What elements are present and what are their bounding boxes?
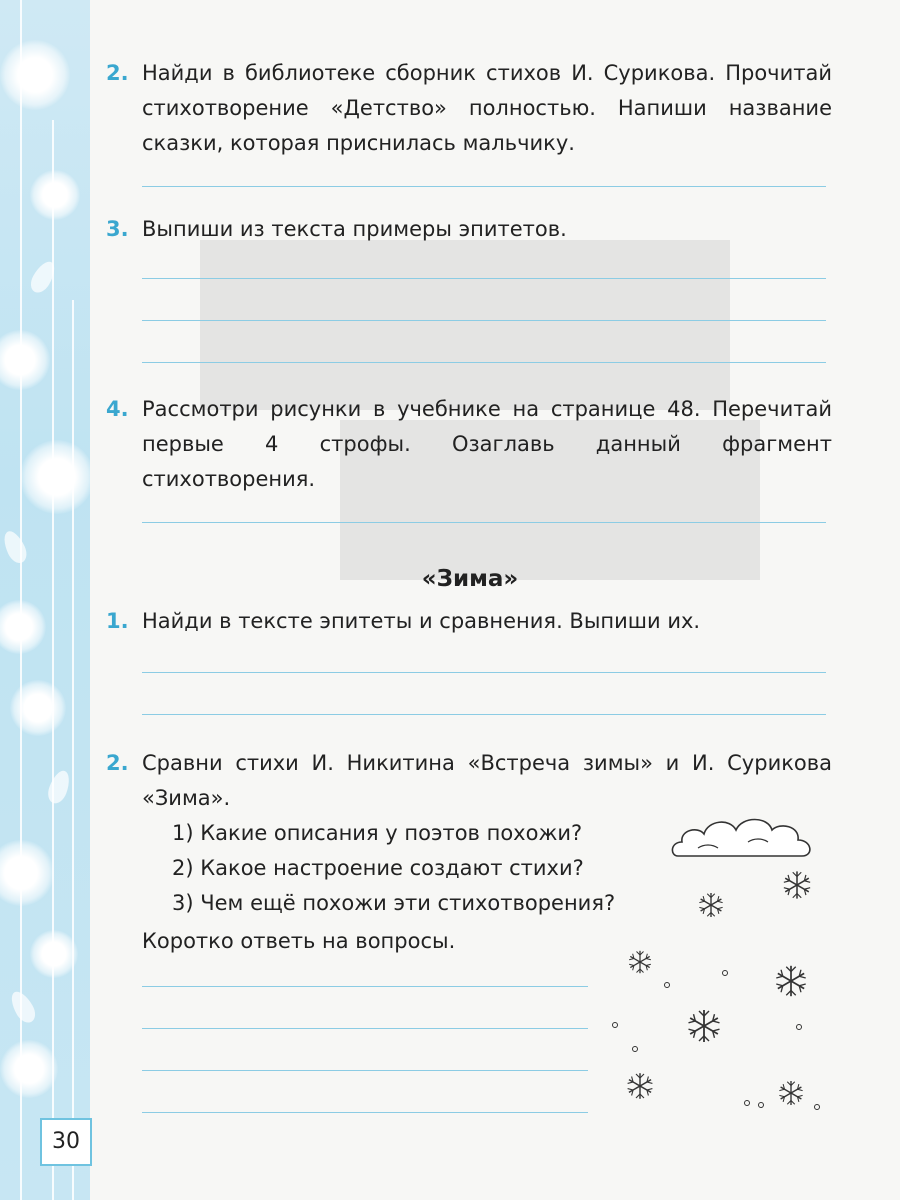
flower-icon [0,1040,58,1098]
flower-icon [0,840,54,906]
answer-line[interactable] [142,362,826,363]
flower-icon [30,170,80,220]
question-item: 2) Какое настроение создают стихи? [172,856,584,880]
snowflake-icon [772,962,810,1000]
task-number: 4. [106,397,129,421]
page-number: 30 [40,1118,92,1166]
flower-icon [10,680,66,736]
decorative-sidebar [0,0,90,1200]
answer-line[interactable] [142,672,826,673]
snowflake-icon [624,1070,656,1102]
cloud-icon [668,808,818,868]
task-text: Найди в библиотеке сборник стихов И. Сурикова. Прочитай стихотворение «Детство» полностью. Напиши название сказки, которая приснилась мальчику. [142,61,832,155]
task-text: Выпиши из текста примеры эпитетов. [142,217,567,241]
answer-line[interactable] [142,714,826,715]
snowflake-icon [684,1006,724,1046]
snow-dot [722,970,728,976]
snowflake-icon [626,948,654,976]
answer-line[interactable] [142,278,826,279]
snow-dot [632,1046,638,1052]
task-number: 1. [106,609,129,633]
section-title: «Зима» [421,566,519,592]
task-number: 3. [106,217,129,241]
snowflake-icon [776,1078,806,1108]
snow-dot [664,982,670,988]
snow-dot [744,1100,750,1106]
snow-dot [612,1022,618,1028]
question-item: 3) Чем ещё похожи эти стихотворения? [172,891,616,915]
question-item: 1) Какие описания у поэтов похожи? [172,821,583,845]
flower-icon [0,40,70,110]
answer-line[interactable] [142,986,588,987]
task-text: Сравни стихи И. Никитина «Встреча зимы» и И. Сурикова «Зима». [142,751,832,810]
answer-line[interactable] [142,1112,588,1113]
task-number: 2. [106,751,129,775]
task-text: Рассмотри рисунки в учебнике на странице 48. Перечитай первые 4 строфы. Озаглавь данный фрагмент стихотворения. [142,397,832,491]
answer-line[interactable] [142,186,826,187]
answer-line[interactable] [142,320,826,321]
answer-line[interactable] [142,1070,588,1071]
snow-dot [758,1102,764,1108]
snowflake-icon [780,868,814,902]
task-text: Найди в тексте эпитеты и сравнения. Выпиши их. [142,609,701,633]
snowflake-icon [696,890,726,920]
closing-instruction: Коротко ответь на вопросы. [142,929,456,953]
answer-line[interactable] [142,522,826,523]
answer-line[interactable] [142,1028,588,1029]
flower-icon [30,930,78,978]
task-number: 2. [106,61,129,85]
snow-dot [814,1104,820,1110]
snow-dot [796,1024,802,1030]
flower-icon [20,440,90,514]
flower-icon [0,600,46,654]
flower-icon [0,330,50,390]
